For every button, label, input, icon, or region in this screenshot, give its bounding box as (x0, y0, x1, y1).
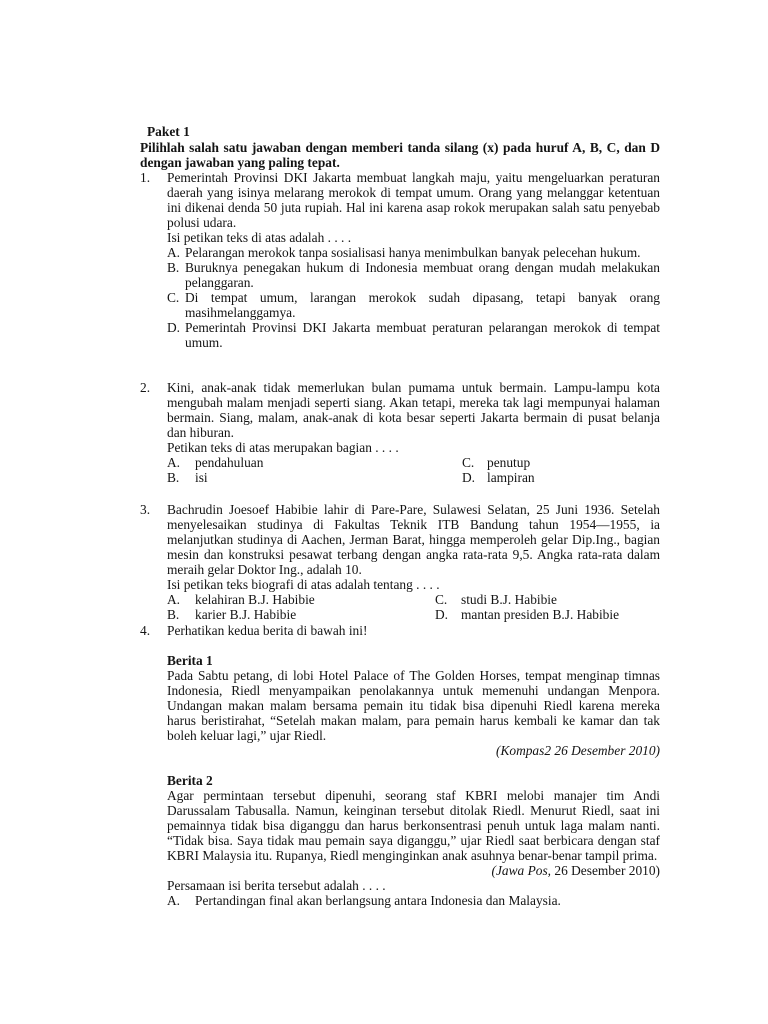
option-b (167, 260, 660, 290)
question-number: 2. (140, 380, 151, 395)
option-d-text: lampiran (487, 470, 535, 485)
news-2-source-date: 26 Desember 2010) (551, 863, 660, 878)
option-c-letter: C. (462, 455, 475, 470)
question-4 (140, 623, 660, 908)
news-2-text: Agar permintaan tersebut dipenuhi, seorang staf KBRI melobi manajer tim Andi Darussalam Tabusalla. Namun, keinginan tersebut ditolak Riedl. Menurut Riedl, saat ini pemainnya tidak bisa diganggu dan harus berkonsentrasi penuh untuk laga malam nanti. “Tidak bisa. Saya tidak mau pemain saya diganggu,” ujar Riedl saat berbicara dengan staf KBRI Malaysia itu. Rupanya, Riedl menginginkan anak asuhnya benar-benar tampil prima. (167, 788, 660, 863)
question-2 (140, 380, 660, 485)
option-c-letter: C. (435, 592, 448, 607)
option-a-text: pendahuluan (195, 455, 264, 470)
option-text: Pertandingan final akan berlangsung antara Indonesia dan Malaysia. (195, 893, 561, 908)
option-c-text: penutup (487, 455, 531, 470)
package-title: Paket 1 (147, 124, 190, 139)
option-a-letter: A. (167, 592, 181, 607)
news-2-source-name: (Jawa Pos, (491, 863, 552, 878)
option-text: Pelarangan merokok tanpa sosialisasi hanya menimbulkan banyak pelecehan hukum. (185, 245, 641, 260)
option-letter: A. (167, 893, 181, 908)
question-number: 1. (140, 170, 151, 185)
question-prompt: Isi petikan teks di atas adalah . . . . (167, 230, 352, 245)
option-b-text: karier B.J. Habibie (195, 607, 297, 622)
option-d-text: mantan presiden B.J. Habibie (461, 607, 620, 622)
option-a-text: kelahiran B.J. Habibie (195, 592, 315, 607)
option-b-letter: B. (167, 607, 180, 622)
option-d-letter: D. (462, 470, 476, 485)
question-number: 3. (140, 502, 151, 517)
option-b-text: isi (195, 470, 208, 485)
option-a (167, 245, 660, 260)
question-text: Bachrudin Joesoef Habibie lahir di Pare-Pare, Sulawesi Selatan, 25 Juni 1936. Setelah menyelesaikan studinya di Fakultas Teknik ITB Bandung tahun 1954—1955, ia melanjutkan studinya di Aachen, Jerman Barat, hingga memperoleh gelar Dip.Ing., bagian mesin dan konstruksi pesawat terbang dengan angka rata-rata 9,5. Angka rata-rata dalam meraih gelar Doktor Ing., adalah 10. (167, 502, 660, 577)
question-text: Perhatikan kedua berita di bawah ini! (167, 623, 368, 638)
option-letter: D. (167, 320, 181, 335)
options-row-2 (167, 607, 660, 622)
question-prompt: Isi petikan teks biografi di atas adalah tentang . . . . (167, 577, 440, 592)
news-2-source (167, 863, 660, 878)
news-1-source: (Kompas2 26 Desember 2010) (495, 743, 660, 758)
question-prompt: Petikan teks di atas merupakan bagian . . . . (167, 440, 399, 455)
news-1-text: Pada Sabtu petang, di lobi Hotel Palace of The Golden Horses, tempat menginap timnas Indonesia, Riedl menyampaikan penolakannya untuk memenuhi undangan Menpora. Undangan makan malam bersama pemain itu tidak bisa dipenuhi Riedl karena mereka harus beristirahat, “Setelah makan malam, para pemain harus kembali ke kamar dan tak boleh keluar lagi,” ujar Riedl. (167, 668, 660, 743)
option-text: Buruknya penegakan hukum di Indonesia membuat orang dengan mudah melakukan pelanggaran. (185, 260, 660, 290)
options-row-2 (167, 470, 660, 485)
question-1 (140, 170, 660, 350)
news-1-heading: Berita 1 (167, 653, 213, 668)
question-text: Pemerintah Provinsi DKI Jakarta membuat langkah maju, yaitu mengeluarkan peraturan daerah yang isinya melarang merokok di tempat umum. Orang yang melanggar ketentuan ini dikenai denda 50 juta rupiah. Hal ini karena asap rokok merupakan salah satu penyebab polusi udara. (167, 170, 660, 230)
option-d (167, 320, 660, 350)
options-row-1 (167, 455, 660, 470)
question-number: 4. (140, 623, 151, 638)
option-d-letter: D. (435, 607, 449, 622)
question-text: Kini, anak-anak tidak memerlukan bulan pumama untuk bermain. Lampu-lampu kota mengubah malam menjadi seperti siang. Akan tetapi, mereka tak lagi mempunyai halaman bermain. Siang, malam, anak-anak di kota besar seperti Jakarta bermain di pusat belanja dan hiburan. (167, 380, 660, 440)
option-b-letter: B. (167, 470, 180, 485)
options-row-1 (167, 592, 660, 607)
option-text: Di tempat umum, larangan merokok sudah dipasang, tetapi banyak orang masihmelanggamya. (185, 290, 660, 320)
option-letter: B. (167, 260, 180, 275)
question-3 (140, 502, 660, 622)
option-letter: C. (167, 290, 180, 305)
question-prompt: Persamaan isi berita tersebut adalah . . . . (167, 878, 386, 893)
instruction-text: Pilihlah salah satu jawaban dengan memberi tanda silang (x) pada huruf A, B, C, dan D dengan jawaban yang paling tepat. (140, 140, 660, 170)
option-c (167, 290, 660, 320)
option-text: Pemerintah Provinsi DKI Jakarta membuat peraturan pelarangan merokok di tempat umum. (185, 320, 660, 350)
news-2-heading: Berita 2 (167, 773, 213, 788)
option-a (167, 893, 660, 908)
option-a-letter: A. (167, 455, 181, 470)
option-letter: A. (167, 245, 181, 260)
option-c-text: studi B.J. Habibie (461, 592, 557, 607)
